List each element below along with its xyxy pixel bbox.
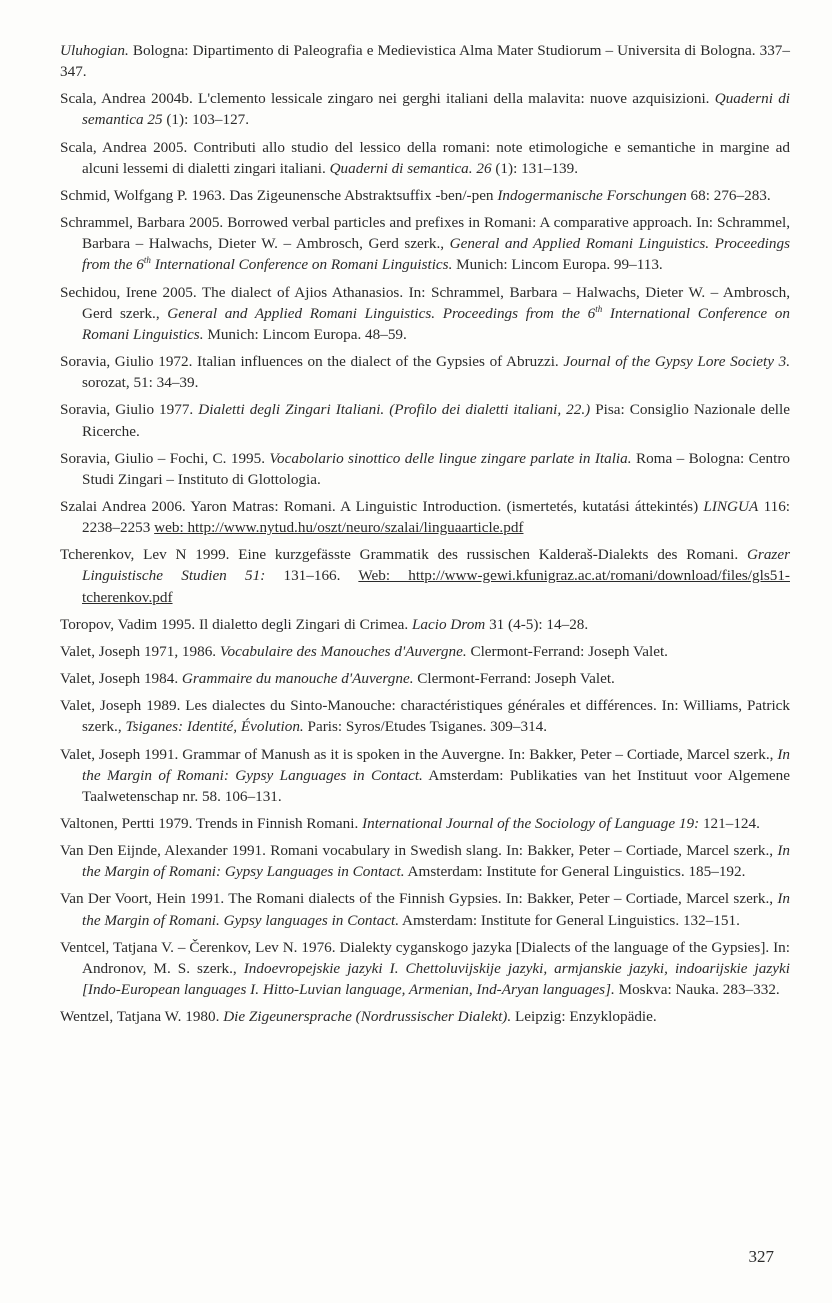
reference-text: In the Margin of Romani. Gypsy languages in Contact. — [82, 890, 790, 929]
reference-text: (1): 131–139. — [491, 159, 579, 177]
reference-text: Clermont-Ferrand: Joseph Valet. — [466, 642, 668, 660]
reference-text: Die Zigeunersprache (Nordrussischer Dialekt). — [223, 1008, 512, 1026]
reference-text: Ventcel, Tatjana V. – Čerenkov, Lev N. 1976. Dialekty cyganskogo jazyka [Dialects of the language of the Gypsies]. In: Andronov, M. S. szerk., — [60, 938, 790, 977]
reference-text: Valet, Joseph 1984. — [60, 670, 182, 688]
reference-entry — [60, 1006, 790, 1027]
bibliography — [60, 40, 790, 1033]
reference-text: Schrammel, Barbara 2005. Borrowed verbal particles and prefixes in Romani: A comparative approach. In: Schrammel, Barbara – Halwachs, Dieter W. – Ambrosch, Gerd szerk., — [60, 214, 790, 253]
reference-entry — [60, 668, 790, 689]
reference-text: Van Den Eijnde, Alexander 1991. Romani vocabulary in Swedish slang. In: Bakker, Peter – Cortiade, Marcel szerk., — [60, 842, 778, 860]
reference-text: International Journal of the Sociology of Language 19: — [362, 815, 700, 832]
reference-entry — [60, 840, 790, 882]
reference-text: Munich: Lincom Europa. 99–113. — [452, 256, 663, 274]
reference-text: Roma – Bologna: Centro Studi Zingari – Instituto di Glottologia. — [82, 449, 791, 488]
reference-text: Wentzel, Tatjana W. 1980. — [60, 1008, 224, 1026]
reference-text: Quaderni di semantica. 26 — [329, 159, 492, 177]
reference-entry — [60, 137, 790, 179]
reference-text: Quaderni di semantica 25 — [82, 90, 791, 129]
reference-text: Vocabolario sinottico delle lingue zingare parlate in Italia. — [269, 449, 632, 467]
reference-text: sorozat, 51: 34–39. — [82, 374, 199, 392]
reference-text: Dialetti degli Zingari Italiani. (Profilo dei dialetti italiani, 22.) — [198, 401, 591, 419]
reference-text: Leipzig: Enzyklopädie. — [511, 1008, 657, 1026]
reference-entry — [60, 40, 790, 82]
reference-text: Paris: Syros/Etudes Tsiganes. 309–314. — [303, 718, 548, 736]
reference-text: Munich: Lincom Europa. 48–59. — [203, 325, 407, 343]
reference-entry — [60, 813, 790, 834]
reference-text: Valtonen, Pertti 1979. Trends in Finnish Romani. — [60, 815, 363, 832]
reference-text: 68: 276–283. — [686, 186, 771, 204]
reference-entry — [60, 614, 790, 635]
reference-text: th — [595, 303, 603, 314]
reference-text: Grammaire du manouche d'Auvergne. — [181, 670, 414, 688]
reference-text: 121–124. — [699, 815, 760, 832]
reference-text: Moskva: Nauka. 283–332. — [614, 981, 780, 999]
reference-text: Valet, Joseph 1989. Les dialectes du Sinto-Manouche: charactéristiques générales et différences. In: Williams, Patrick szerk., — [60, 697, 790, 736]
reference-text: 31 (4-5): 14–28. — [485, 615, 589, 633]
reference-entry — [60, 212, 790, 275]
reference-text: Soravia, Giulio 1977. — [60, 401, 199, 419]
reference-text: Szalai Andrea 2006. Yaron Matras: Romani. A Linguistic Introduction. (ismertetés, kutatási áttekintés) — [60, 497, 704, 515]
reference-text: In the Margin of Romani: Gypsy Languages in Contact. — [82, 842, 790, 881]
reference-text: Sechidou, Irene 2005. The dialect of Ajios Athanasios. In: Schrammel, Barbara – Halwachs, Dieter W. – Ambrosch, Gerd szerk., — [60, 283, 790, 322]
reference-entry — [60, 695, 790, 737]
reference-entry — [60, 185, 790, 206]
reference-text: Toropov, Vadim 1995. Il dialetto degli Zingari di Crimea. — [60, 615, 412, 633]
reference-entry — [60, 496, 790, 538]
reference-text: Soravia, Giulio 1972. Italian influences on the dialect of the Gypsies of Abruzzi. — [60, 353, 564, 371]
reference-text: Vocabulaire des Manouches d'Auvergne. — [219, 642, 467, 660]
reference-text: Grazer Linguistische Studien 51: — [82, 546, 790, 585]
reference-link[interactable]: web: http://www.nytud.hu/oszt/neuro/szalai/linguaarticle.pdf — [154, 519, 524, 537]
reference-text: Indogermanische Forschungen — [497, 186, 687, 204]
reference-text: General and Applied Romani Linguistics. Proceedings from the 6 — [82, 235, 790, 274]
reference-text: Scala, Andrea 2005. Contributi allo studio del lessico della romani: note etimologiche e semantiche in margine ad alcuni lessemi di dialetti zingari italiani. — [60, 138, 790, 177]
reference-text: Journal of the Gypsy Lore Society 3. — [563, 353, 791, 371]
reference-text: Van Der Voort, Hein 1991. The Romani dialects of the Finnish Gypsies. In: Bakker, Peter – Cortiade, Marcel szerk., — [60, 890, 778, 908]
reference-text: General and Applied Romani Linguistics. Proceedings from the 6 — [167, 304, 596, 322]
reference-entry — [60, 888, 790, 930]
reference-text: Amsterdam: Institute for General Linguistics. 185–192. — [404, 863, 746, 881]
reference-text: International Conference on Romani Linguistics. — [82, 304, 790, 343]
reference-text: In the Margin of Romani: Gypsy Languages in Contact. — [82, 745, 790, 784]
reference-text: Schmid, Wolfgang P. 1963. Das Zigeunensche Abstraktsuffix -ben/-pen — [60, 186, 498, 204]
reference-text: International Conference on Romani Linguistics. — [150, 256, 453, 274]
reference-text: Scala, Andrea 2004b. L'clemento lessicale zingaro nei gerghi italiani della malavita: nuove azquisizioni. — [60, 90, 715, 108]
reference-text: Valet, Joseph 1991. Grammar of Manush as it is spoken in the Auvergne. In: Bakker, Peter – Cortiade, Marcel szerk., — [60, 745, 778, 763]
reference-text: LINGUA — [703, 497, 759, 515]
reference-entry — [60, 744, 790, 807]
reference-entry — [60, 937, 790, 1000]
reference-text: Tcherenkov, Lev N 1999. Eine kurzgefässte Grammatik des russischen Kalderaš-Dialekts des Romani. — [60, 546, 747, 564]
reference-link[interactable]: Web: http://www-gewi.kfunigraz.ac.at/romani/download/files/gls51-tcherenkov.pdf — [82, 567, 790, 606]
reference-text: Clermont-Ferrand: Joseph Valet. — [413, 670, 615, 688]
reference-text: th — [143, 255, 151, 266]
reference-text: Uluhogian. — [60, 42, 129, 59]
reference-entry — [60, 351, 790, 393]
reference-text: Indoevropejskie jazyki I. Chettoluvijskije jazyki, armjanskie jazyki, indoarijskie jazyki [Indo-European languages I. Hitto-Luvian language, Armenian, Ind-Aryan languages]. — [82, 959, 790, 999]
page-number: 327 — [748, 1247, 774, 1266]
reference-entry — [60, 399, 790, 441]
reference-text: Tsiganes: Identité, Évolution. — [125, 718, 304, 736]
reference-text: Amsterdam: Institute for General Linguistics. 132–151. — [399, 911, 740, 929]
reference-entry — [60, 448, 790, 490]
reference-text: Soravia, Giulio – Fochi, C. 1995. — [60, 449, 270, 467]
reference-entry — [60, 544, 790, 607]
reference-text: Bologna: Dipartimento di Paleografia e Medievistica Alma Mater Studiorum – Universita di Bologna. 337–347. — [60, 42, 790, 81]
reference-text: (1): 103–127. — [162, 111, 250, 129]
reference-entry — [60, 88, 790, 130]
reference-entry — [60, 282, 790, 345]
reference-text: Lacio Drom — [411, 615, 486, 633]
reference-text: Amsterdam: Publikaties van het Instituut voor Algemene Taalwetenschap nr. 58. 106–131. — [82, 766, 790, 805]
reference-text: Pisa: Consiglio Nazionale delle Ricerche. — [82, 401, 790, 440]
reference-text: 116: 2238–2253 — [82, 497, 791, 537]
reference-text: Valet, Joseph 1971, 1986. — [60, 642, 220, 660]
reference-text: 131–166. — [265, 567, 359, 585]
reference-entry — [60, 641, 790, 662]
